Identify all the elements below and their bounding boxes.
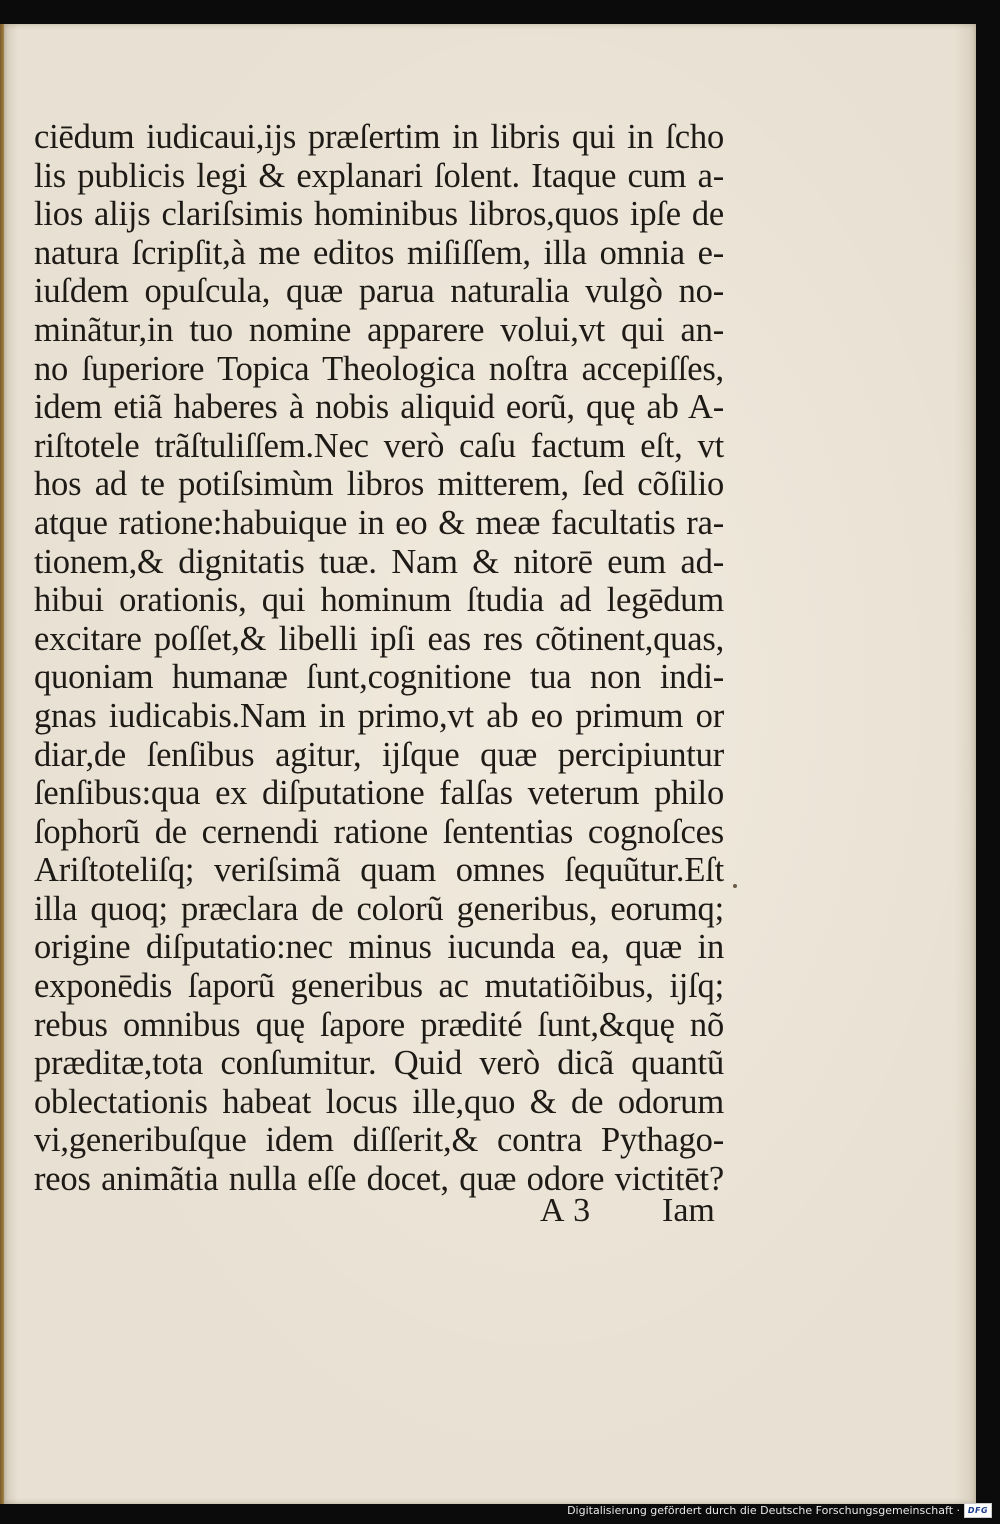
text-line: lios alijs clariſsimis hominibus libros,quos ipſe de: [34, 195, 724, 234]
text-line: ſophorũ de cernendi ratione ſententias cognoſces: [34, 812, 724, 851]
text-line: illa quoq; præclara de colorũ generibus, eorumq;: [34, 889, 724, 928]
text-line: iuſdem opuſcula, quæ parua naturalia vulgò no-: [34, 272, 724, 311]
text-line: hos ad te potiſsimùm libros mitterem, ſed cõſilio: [34, 465, 724, 504]
signature-mark: A 3: [540, 1192, 592, 1229]
text-line: reos animãtia nulla eſſe docet, quæ odore victitēt?: [34, 1160, 724, 1199]
text-line: quoniam humanæ ſunt,cognitione tua non indi-: [34, 658, 724, 697]
credit-text: Digitalisierung gefördert durch die Deutsche Forschungsgemeinschaft ·: [567, 1504, 960, 1517]
text-line: exponēdis ſaporũ generibus ac mutatiõibus, ijſq;: [34, 967, 724, 1006]
text-line: Ariſtoteliſq; veriſsimã quam omnes ſequũtur.Eſt: [34, 851, 724, 890]
text-line: atque ratione:habuique in eo & meæ facultatis ra-: [34, 503, 724, 542]
text-line: gnas iudicabis.Nam in primo,vt ab eo primum or: [34, 696, 724, 735]
text-line: ſenſibus:qua ex diſputatione falſas veterum philo: [34, 774, 724, 813]
text-line: præditæ,tota conſumitur. Quid verò dicã quantũ: [34, 1044, 724, 1083]
text-line: riſtotele trãſtuliſſem.Nec verò caſu factum eſt, vt: [34, 426, 724, 465]
text-line: rebus omnibus quę ſapore prædité ſunt,&quę nõ: [34, 1005, 724, 1044]
digitization-credit: [567, 1503, 992, 1518]
text-line: vi,generibuſque idem diſſerit,& contra Pythago-: [34, 1121, 724, 1160]
body-text: [34, 118, 734, 1199]
text-line: minãtur,in tuo nomine apparere volui,vt qui an-: [34, 310, 724, 349]
text-line: ciēdum iudicaui,ijs præſertim in libris qui in ſcho: [34, 118, 724, 156]
catchword: Iam: [662, 1192, 715, 1229]
text-line: excitare poſſet,& libelli ipſi eas res cõtinent,quas,: [34, 619, 724, 658]
text-line: diar,de ſenſibus agitur, ijſque quæ percipiuntur: [34, 735, 724, 774]
text-line: origine diſputatio:nec minus iucunda ea, quæ in: [34, 928, 724, 967]
text-line: no ſuperiore Topica Theologica noſtra accepiſſes,: [34, 349, 724, 388]
text-line: tionem,& dignitatis tuæ. Nam & nitorē eum ad-: [34, 542, 724, 581]
text-line: idem etiã haberes à nobis aliquid eorũ, quę ab A-: [34, 388, 724, 427]
text-line: natura ſcripſit,à me editos miſiſſem, illa omnia e-: [34, 233, 724, 272]
text-line: lis publicis legi & explanari ſolent. Itaque cum a-: [34, 156, 724, 195]
text-line: oblectationis habeat locus ille,quo & de odorum: [34, 1082, 724, 1121]
ink-speck: [733, 884, 737, 888]
text-line: hibui orationis, qui hominum ſtudia ad legēdum: [34, 581, 724, 620]
dfg-logo: DFG: [964, 1503, 992, 1518]
